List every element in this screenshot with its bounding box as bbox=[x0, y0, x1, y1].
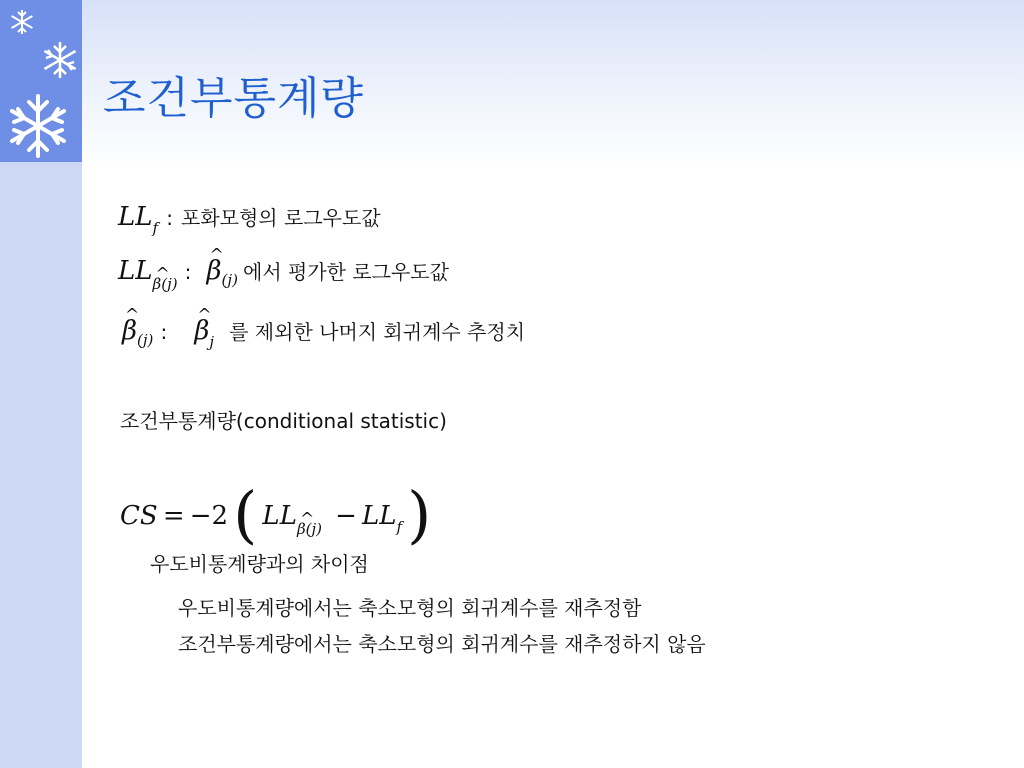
diff-point-2: 조건부통계량에서는 축소모형의 회귀계수를 재추정하지 않음 bbox=[178, 632, 706, 656]
cs-label: 조건부통계량(conditional statistic) bbox=[120, 409, 447, 433]
def-line-conditional-ll: LL^ β(j) : ^ β(j) 에서 평가한 로그우도값 bbox=[118, 256, 449, 286]
slide-title: 조건부통계량 bbox=[103, 73, 365, 124]
snowflake-icon bbox=[40, 40, 80, 80]
snowflake-strip bbox=[0, 0, 82, 162]
snowflake-icon bbox=[4, 92, 72, 160]
diff-heading: 우도비통계량과의 차이점 bbox=[150, 552, 369, 576]
def-line-beta-j: ^ β(j) : ^ βj 를 제외한 나머지 회귀계수 추정치 bbox=[122, 316, 525, 346]
snowflake-icon bbox=[8, 8, 36, 36]
def-line-saturated: LLf : 포화모형의 로그우도값 bbox=[118, 202, 381, 237]
cs-formula: CS = −2 ( LL^ β(j) − LLf ) bbox=[120, 466, 431, 539]
diff-point-1: 우도비통계량에서는 축소모형의 회귀계수를 재추정함 bbox=[178, 596, 642, 620]
